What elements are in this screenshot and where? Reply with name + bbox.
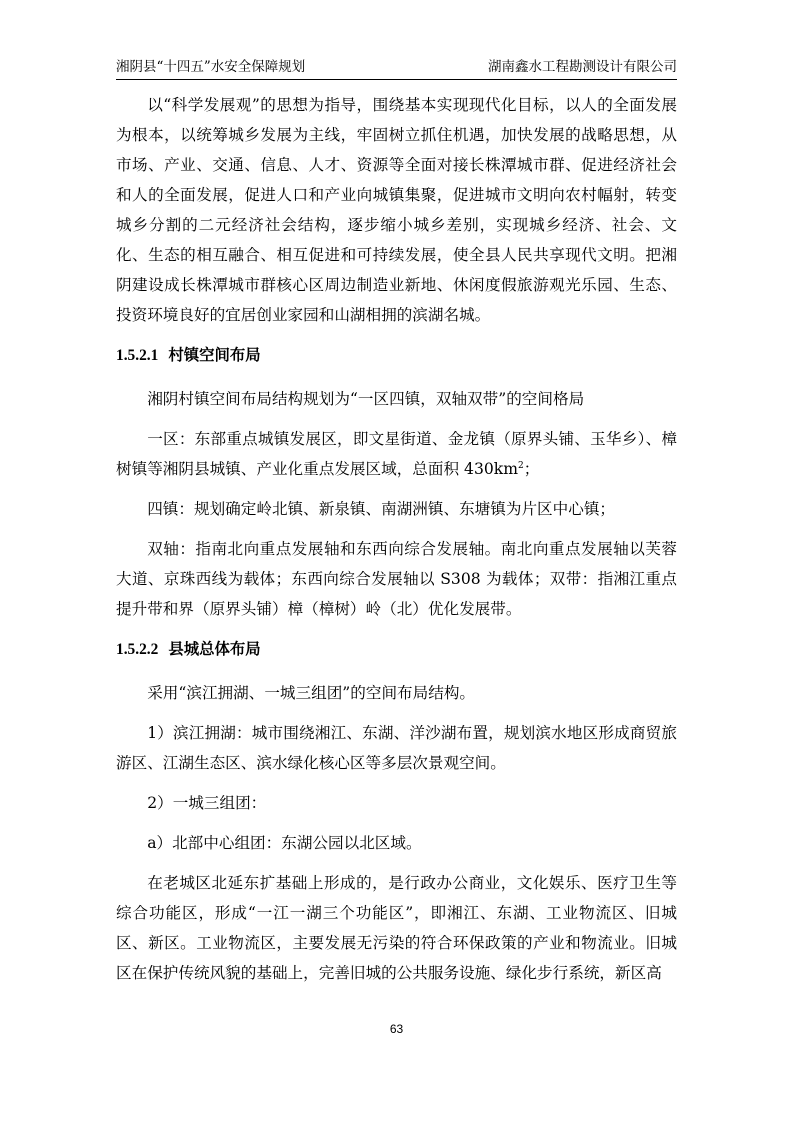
section-number: 1.5.2.1 (116, 347, 159, 364)
area-unit-superscript: 2 (518, 460, 524, 471)
paragraph-two-axes: 双轴：指南北向重点发展轴和东西向综合发展轴。南北向重点发展轴以芙蓉大道、京珠西线为载体；东西向综合发展轴以 S308 为载体；双带：指湘江重点提升带和界（原界头铺）樟（樟树）岭（北）优化发展带。 (116, 540, 677, 618)
paragraph-one-zone (116, 424, 677, 484)
one-zone-end: ； (523, 460, 540, 478)
page-body (116, 90, 677, 998)
section-title: 村镇空间布局 (168, 346, 261, 364)
page-number: 63 (389, 1022, 404, 1036)
paragraph-spatial-structure: 采用“滨江拥湖、一城三组团”的空间布局结构。 (147, 684, 476, 702)
paragraph-riverside-lakes: 1）滨江拥湖：城市围绕湘江、东湖、洋沙湖布置，规划滨水地区形成商贸旅游区、江湖生态区、滨水绿化核心区等多层次景观空间。 (116, 724, 677, 772)
one-zone-text: 一区：东部重点城镇发展区，即文星街道、金龙镇（原界头铺、玉华乡）、樟树镇等湘阴县城镇、产业化重点发展区域，总面积 430km (116, 430, 677, 478)
paragraph-layout-structure: 湘阴村镇空间布局结构规划为“一区四镇，双轴双带”的空间格局 (147, 390, 585, 408)
paragraph-old-town-expansion: 在老城区北延东扩基础上形成的，是行政办公商业，文化娱乐、医疗卫生等综合功能区，形成“一江一湖三个功能区”，即湘江、东湖、工业物流区、旧城区、新区。工业物流区，主要发展无污染的符合环保政策的产业和物流业。旧城区在保护传统风貌的基础上，完善旧城的公共服务设施、绿化步行系统，新区高 (116, 874, 677, 982)
section-number: 1.5.2.2 (116, 641, 159, 658)
header-company-name: 湖南鑫水工程勘测设计有限公司 (488, 59, 677, 75)
section-heading-county-layout (116, 634, 677, 665)
header-divider (116, 79, 677, 80)
paragraph-four-towns: 四镇：规划确定岭北镇、新泉镇、南湖洲镇、东塘镇为片区中心镇； (147, 500, 616, 518)
paragraph-one-city-three-clusters: 2）一城三组团： (147, 794, 267, 812)
paragraph-north-cluster: a）北部中心组团：东湖公园以北区域。 (147, 834, 422, 852)
section-heading-village-layout (116, 340, 677, 371)
paragraph-development-guideline: 以“科学发展观”的思想为指导，围绕基本实现现代化目标，以人的全面发展为根本，以统筹城乡发展为主线，牢固树立抓住机遇，加快发展的战略思想，从市场、产业、交通、信息、人才、资源等全面对接长株潭城市群、促进经济社会和人的全面发展，促进人口和产业向城镇集聚，促进城市文明向农村幅射，转变城乡分割的二元经济社会结构，逐步缩小城乡差别，实现城乡经济、社会、文化、生态的相互融合、相互促进和可持续发展，使全县人民共享现代文明。把湘阴建设成长株潭城市群核心区周边制造业新地、休闲度假旅游观光乐园、生态、投资环境良好的宜居创业家园和山湖相拥的滨湖名城。 (116, 96, 677, 324)
header-document-title: 湘阴县“十四五”水安全保障规划 (116, 59, 306, 75)
page-header (116, 57, 677, 77)
section-title: 县城总体布局 (168, 640, 261, 658)
